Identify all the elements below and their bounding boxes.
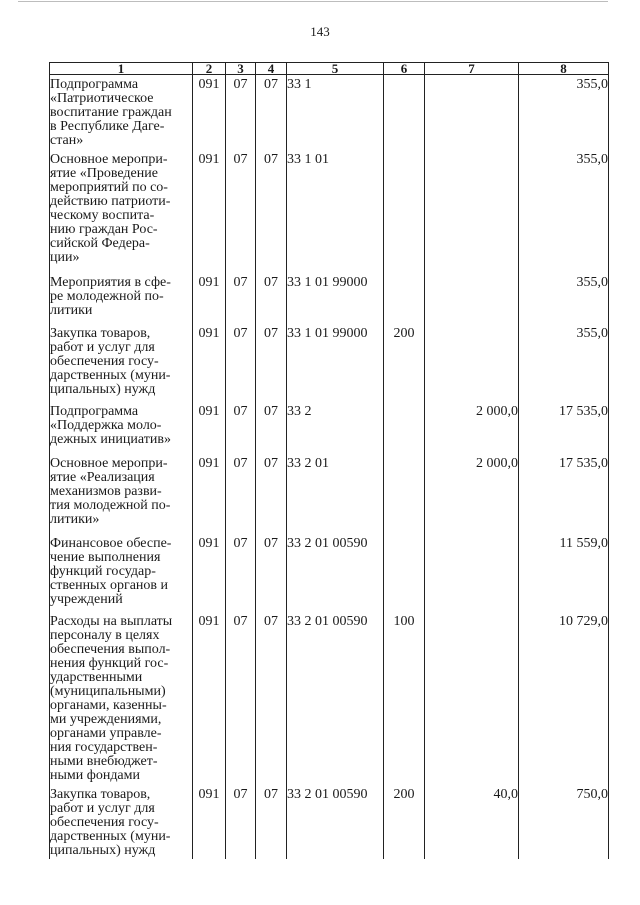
ministry-code: 091 <box>193 534 226 612</box>
item-name: Подпрограмма «Поддержка моло- дежных инициатив» <box>50 402 193 454</box>
amount-col8: 17 535,0 <box>519 402 609 454</box>
section-code: 07 <box>226 75 256 150</box>
item-name: Расходы на выплаты персоналу в целях обеспечения выпол- нения функций гос- ударственными (муниципальными) органами, казенны- ми учреждениями, органами управле- ния государствен- ными внебюджет- ными фондами <box>50 612 193 785</box>
expense-type-code <box>384 454 425 534</box>
ministry-code: 091 <box>193 273 226 324</box>
target-article-code: 33 2 01 <box>287 454 384 534</box>
item-name: Мероприятия в сфе- ре молодежной по- литики <box>50 273 193 324</box>
table-header-row <box>50 63 609 75</box>
item-name: Основное меропри- ятие «Проведение мероприятий по со- действию патриоти- ческому воспита- нию граждан Рос- сийской Федера- ции» <box>50 150 193 273</box>
item-name: Закупка товаров, работ и услуг для обеспечения госу- дарственных (муни- ципальных) нужд <box>50 324 193 402</box>
section-code: 07 <box>226 612 256 785</box>
expense-type-code: 200 <box>384 324 425 402</box>
table-row <box>50 324 609 402</box>
section-code: 07 <box>226 150 256 273</box>
amount-col8: 355,0 <box>519 150 609 273</box>
expense-type-code: 200 <box>384 785 425 859</box>
section-code: 07 <box>226 273 256 324</box>
expense-type-code <box>384 75 425 150</box>
expense-type-code <box>384 402 425 454</box>
subsection-code: 07 <box>256 534 287 612</box>
top-rule <box>18 1 608 2</box>
amount-col7 <box>425 273 519 324</box>
subsection-code: 07 <box>256 273 287 324</box>
amount-col7: 2 000,0 <box>425 454 519 534</box>
page-number: 143 <box>310 24 330 39</box>
ministry-code: 091 <box>193 75 226 150</box>
ministry-code: 091 <box>193 785 226 859</box>
column-header: 4 <box>256 63 287 75</box>
column-header: 1 <box>50 63 193 75</box>
table-row <box>50 612 609 785</box>
amount-col7 <box>425 324 519 402</box>
amount-col8: 355,0 <box>519 273 609 324</box>
target-article-code: 33 1 <box>287 75 384 150</box>
column-header: 5 <box>287 63 384 75</box>
section-code: 07 <box>226 402 256 454</box>
amount-col7 <box>425 150 519 273</box>
amount-col8: 750,0 <box>519 785 609 859</box>
ministry-code: 091 <box>193 612 226 785</box>
target-article-code: 33 1 01 99000 <box>287 324 384 402</box>
target-article-code: 33 1 01 <box>287 150 384 273</box>
column-header: 2 <box>193 63 226 75</box>
subsection-code: 07 <box>256 612 287 785</box>
table-row <box>50 534 609 612</box>
section-code: 07 <box>226 454 256 534</box>
amount-col7 <box>425 75 519 150</box>
subsection-code: 07 <box>256 324 287 402</box>
ministry-code: 091 <box>193 454 226 534</box>
item-name: Основное меропри- ятие «Реализация механизмов разви- тия молодежной по- литики» <box>50 454 193 534</box>
item-name: Закупка товаров, работ и услуг для обеспечения госу- дарственных (муни- ципальных) нужд <box>50 785 193 859</box>
subsection-code: 07 <box>256 150 287 273</box>
ministry-code: 091 <box>193 402 226 454</box>
amount-col7 <box>425 612 519 785</box>
ministry-code: 091 <box>193 150 226 273</box>
table-row <box>50 150 609 273</box>
target-article-code: 33 2 01 00590 <box>287 612 384 785</box>
table-row <box>50 273 609 324</box>
amount-col7: 2 000,0 <box>425 402 519 454</box>
subsection-code: 07 <box>256 75 287 150</box>
target-article-code: 33 1 01 99000 <box>287 273 384 324</box>
amount-col7: 40,0 <box>425 785 519 859</box>
column-header: 7 <box>425 63 519 75</box>
expense-type-code <box>384 273 425 324</box>
column-header: 6 <box>384 63 425 75</box>
subsection-code: 07 <box>256 454 287 534</box>
amount-col8: 17 535,0 <box>519 454 609 534</box>
column-header: 8 <box>519 63 609 75</box>
ministry-code: 091 <box>193 324 226 402</box>
subsection-code: 07 <box>256 402 287 454</box>
table-row <box>50 75 609 150</box>
target-article-code: 33 2 <box>287 402 384 454</box>
section-code: 07 <box>226 785 256 859</box>
expense-type-code <box>384 150 425 273</box>
table-row <box>50 402 609 454</box>
column-header: 3 <box>226 63 256 75</box>
target-article-code: 33 2 01 00590 <box>287 534 384 612</box>
table-row <box>50 454 609 534</box>
amount-col8: 10 729,0 <box>519 612 609 785</box>
amount-col8: 11 559,0 <box>519 534 609 612</box>
item-name: Подпрограмма «Патриотическое воспитание граждан в Республике Даге- стан» <box>50 75 193 150</box>
amount-col8: 355,0 <box>519 324 609 402</box>
subsection-code: 07 <box>256 785 287 859</box>
expense-type-code: 100 <box>384 612 425 785</box>
table-row <box>50 785 609 859</box>
budget-table <box>49 62 609 859</box>
section-code: 07 <box>226 534 256 612</box>
section-code: 07 <box>226 324 256 402</box>
expense-type-code <box>384 534 425 612</box>
target-article-code: 33 2 01 00590 <box>287 785 384 859</box>
item-name: Финансовое обеспе- чение выполнения функций государ- ственных органов и учреждений <box>50 534 193 612</box>
amount-col7 <box>425 534 519 612</box>
amount-col8: 355,0 <box>519 75 609 150</box>
